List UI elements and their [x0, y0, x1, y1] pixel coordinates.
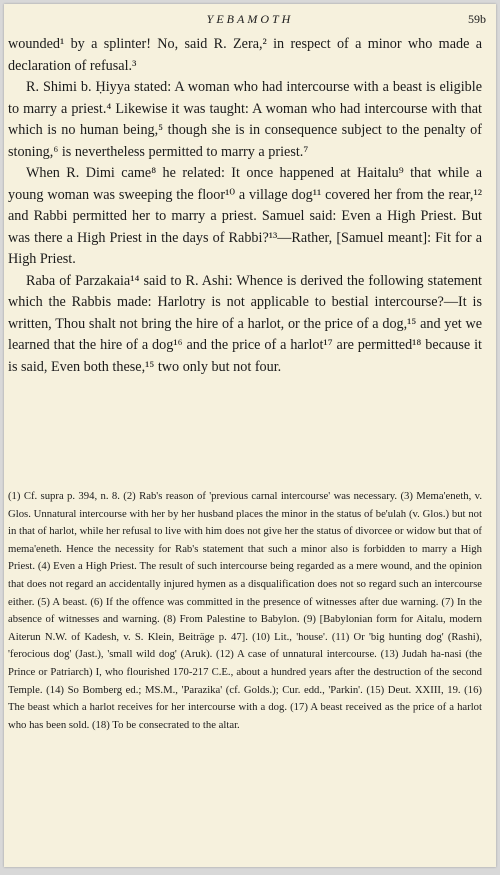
body-paragraph: Raba of Parzakaia¹⁴ said to R. Ashi: Whence is derived the following statement which the Rabbis made: Harlotry is not applicable to bestial intercourse?—It is written, Thou shalt not bring the hire of a harlot, or the price of a dog,¹⁵ and yet we learned that the hire of a dog¹⁶ and the price of a harlot¹⁷ are permitted¹⁸ because it is said, Even both these,¹⁵ two only but not four.	[8, 272, 482, 375]
body-paragraph: wounded¹ by a splinter! No, said R. Zera,² in respect of a minor who made a declaration of refusal.³	[8, 36, 482, 74]
book-page	[4, 4, 496, 867]
footnotes: (1) Cf. supra p. 394, n. 8. (2) Rab's reason of 'previous carnal intercourse' was necessary. (3) Mema'eneth, v. Glos. Unnatural intercourse with her by her husband places the minor in the status of be'ulah (v. Glos.) but not in that of harlot, while her refusal to live with him does not give her the status of divorcee or widow but that of mema'eneth. Hence the necessity for Rab's statement that such a minor also is forbidden to marry a High Priest. (4) Even a High Priest. The result of such intercourse being regarded as a mere wound, and the opinion that does not regard an accidentally injured hymen as a disqualification does not so regard such an intercourse either. (5) A beast. (6) If the offence was committed in the presence of witnesses after due warning. (7) In the absence of witnesses and warning. (8) From Palestine to Babylon. (9) [Babylonian form for Aitalu, modern Aiterun N.W. of Kadesh, v. S. Klein, Beiträge p. 47]. (10) Lit., 'house'. (11) Or 'big hunting dog' (Rashi), 'ferocious dog' (Jast.), 'small wild dog' (Aruk). (12) A case of unnatural intercourse. (13) Judah ha-nasi (the Prince or Patriarch) I, who flourished 170-217 C.E., about a hundred years after the destruction of the second Temple. (14) So Bomberg ed.; MS.M., 'Parazika' (cf. Golds.); Cur. edd., 'Parkin'. (15) Deut. XXIII, 19. (16) The beast which a harlot receives for her intercourse with a dog. (17) A beast received as the price of a harlot who has been sold. (18) To be consecrated to the altar.	[8, 490, 482, 731]
main-text	[8, 34, 482, 378]
body-paragraph: R. Shimi b. Ḥiyya stated: A woman who had intercourse with a beast is eligible to marry a priest.⁴ Likewise it was taught: A woman who had intercourse with that which is no human being,⁵ though she is in consequence subject to the penalty of stoning,⁶ is nevertheless permitted to marry a priest.⁷	[8, 79, 482, 160]
page-header	[4, 10, 496, 30]
body-paragraph: When R. Dimi came⁸ he related: It once happened at Haitalu⁹ that while a young woman was sweeping the floor¹⁰ a village dog¹¹ covered her from the rear,¹² and Rabbi permitted her to marry a priest. Samuel said: Even a High Priest. But was there a High Priest in the days of Rabbi?¹³—Rather, [Samuel meant]: Fit for a High Priest.	[8, 165, 482, 267]
page-number: 59b	[468, 12, 486, 26]
running-head: YEBAMOTH	[206, 12, 294, 26]
